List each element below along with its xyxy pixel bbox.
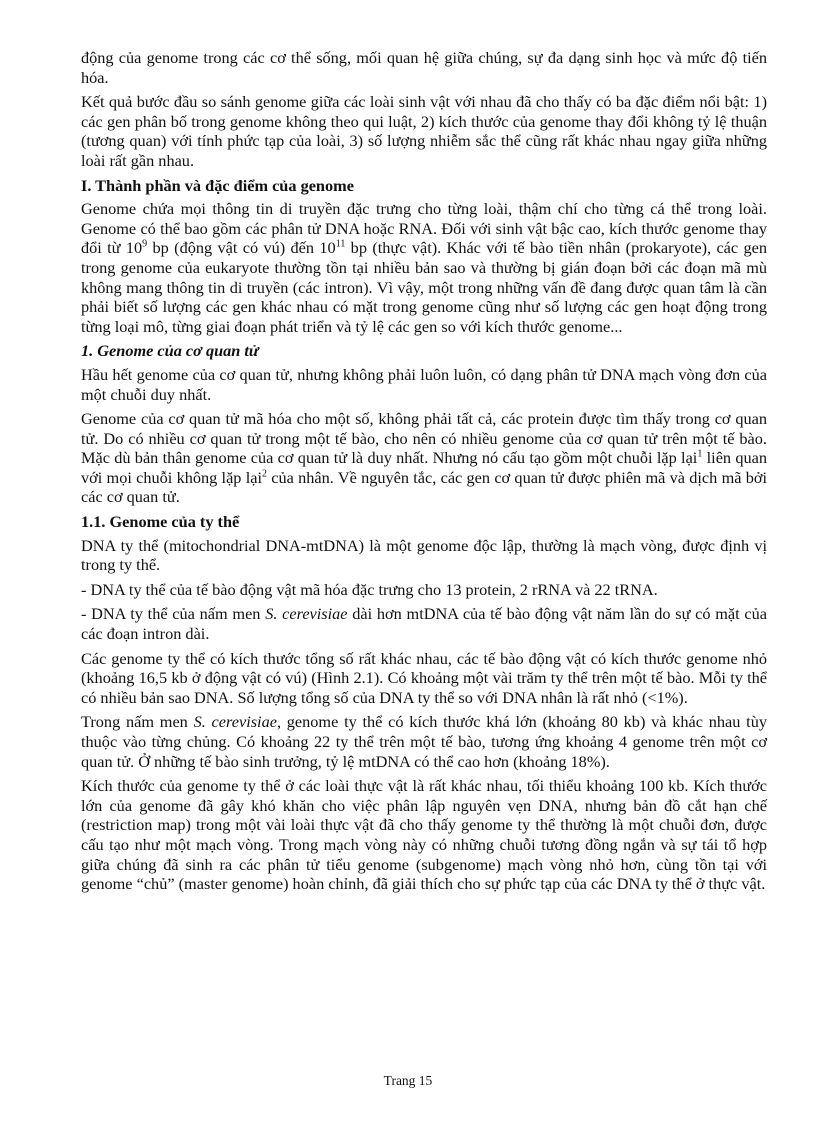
superscript-exp-9: 9: [142, 238, 148, 250]
paragraph-comparison: Kết quả bước đầu so sánh genome giữa các loài sinh vật với nhau đã cho thấy có ba đặc điểm nổi bật: 1) các gen phân bố trong genome không theo qui luật, 2) kích thước của genome thay đổi không tỷ lệ thuận (tương quan) với tính phức tạp của loài, 3) số lượng nhiễm sắc thể cũng rất khác nhau ngay giữa những loài rất gần nhau.: [81, 92, 767, 170]
species-name: S. cerevisiae: [265, 604, 348, 624]
footnote-ref-2: 2: [262, 468, 267, 480]
superscript-exp-11: 11: [335, 238, 346, 250]
subsection-heading-organelle-genome: 1. Genome của cơ quan tử: [81, 341, 259, 361]
species-name: S. cerevisiae: [193, 712, 277, 732]
paragraph-plant-mtgenome: Kích thước của genome ty thể ở các loài thực vật là rất khác nhau, tối thiểu khoảng 100 kb. Kích thước lớn của genome đã gây khó khăn cho việc phân lập nguyên vẹn DNA, nhưng bản đồ cắt hạn chế (restriction map) trong một vài loài thực vật đã cho thấy genome ty thể thường là một chuỗi đơn, được cấu tạo như một mạch vòng. Trong mạch vòng này có những chuỗi tương đồng ngắn và sự tái tổ hợp giữa chúng đã sinh ra các phân tử tiểu genome (subgenome) mạch vòng nhỏ hơn, cùng tồn tại với genome “chủ” (master genome) hoàn chỉnh, đã giải thích cho sự phức tạp của các DNA ty thể ở thực vật.: [81, 776, 767, 894]
paragraph-animal-mtdna: - DNA ty thể của tế bào động vật mã hóa đặc trưng cho 13 protein, 2 rRNA và 22 tRNA.: [81, 579, 658, 599]
page-number: Trang 15: [383, 1073, 433, 1088]
paragraph-mtgenome-sizes: Các genome ty thể có kích thước tổng số rất khác nhau, các tế bào động vật có kích thước genome nhỏ (khoảng 16,5 kb ở động vật có vú) (Hình 2.1). Có khoảng một vài trăm ty thể trên một tế bào. Mỗi ty thể có nhiều bản sao DNA. Số lượng tổng số của DNA ty thể so với DNA nhân là rất nhỏ (<1%).: [81, 648, 767, 707]
paragraph-mtdna-definition: DNA ty thể (mitochondrial DNA-mtDNA) là một genome độc lập, thường là mạch vòng, được định vị trong ty thể.: [81, 535, 767, 575]
footnote-ref-1: 1: [697, 448, 703, 460]
paragraph-intro-continuation: động của genome trong các cơ thể sống, mối quan hệ giữa chúng, sự đa dạng sinh học và mức độ tiến hóa.: [81, 48, 767, 87]
paragraph-yeast-genome-size: Trong nấm men S. cerevisiae, genome ty thể có kích thước khá lớn (khoảng 80 kb) và khác nhau tùy thuộc vào từng chủng. Có khoảng 22 ty thể trên một tế bào, tương ứng khoảng 4 genome trên một cơ quan tử. Ở những tế bào sinh trưởng, tỷ lệ mtDNA có thể cao hơn (khoảng 18%).: [81, 712, 767, 771]
paragraph-organelle-circular: Hầu hết genome của cơ quan tử, nhưng không phải luôn luôn, có dạng phân tử DNA mạch vòng đơn của một chuỗi duy nhất.: [81, 364, 767, 404]
paragraph-organelle-encoding: Genome của cơ quan tử mã hóa cho một số, không phải tất cả, các protein được tìm thấy trong cơ quan tử. Do có nhiều cơ quan tử trong một tế bào, cho nên có nhiều genome của cơ quan tử trên một tế bào. Mặc dù bản thân genome của cơ quan tử là duy nhất. Nhưng nó cấu tạo gồm một chuỗi lặp lại$^1$ liên quan với mọi chuỗi không lặp lại$^2$ của nhân. Về nguyên tắc, các gen cơ quan tử được phiên mã và dịch mã bởi các cơ quan tử.: [81, 409, 768, 507]
paragraph-genome-definition: Genome chứa mọi thông tin di truyền đặc trưng cho từng loài, thậm chí cho từng cá thể trong loài. Genome có thể bao gồm các phân tử DNA hoặc RNA. Đối với sinh vật bậc cao, kích thước genome thay đổi từ $10^9$ bp (động vật có vú) đến $10^{11}$ bp (thực vật). Khác với tế bào tiền nhân (prokaryote), các gen trong genome của eukaryote thường tồn tại nhiều bản sao và thường bị gián đoạn bởi các đoạn mã mù không mang thông tin di truyền (các intron). Vì vậy, một trong những vấn đề đang được quan tâm là cần phải biết số lượng các gen khác nhau có mặt trong genome cũng như số lượng các gen hoạt động trong từng loại mô, từng giai đoạn phát triển và tỷ lệ các gen so với kích thước genome...: [81, 199, 767, 336]
subsection-heading-mitochondrial-genome: 1.1. Genome của ty thể: [81, 512, 240, 532]
section-heading-genome-components: I. Thành phần và đặc điểm của genome: [81, 175, 354, 195]
document-body: [81, 48, 767, 899]
paragraph-yeast-mtdna: - DNA ty thể của nấm men S. cerevisiae dài hơn mtDNA của tế bào động vật năm lần do sự có mặt của các đoạn intron dài.: [81, 604, 767, 644]
